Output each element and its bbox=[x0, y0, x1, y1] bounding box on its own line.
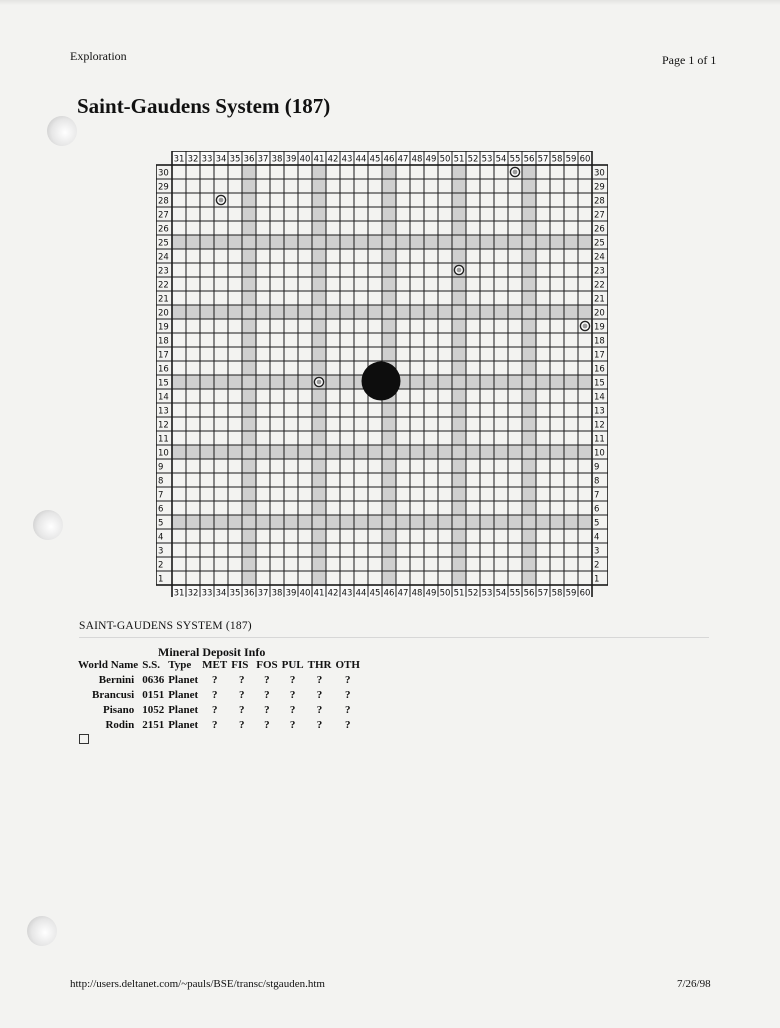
mineral-value: ? bbox=[211, 689, 218, 701]
row-label-right: 14 bbox=[594, 392, 605, 403]
column-label-bottom: 54 bbox=[495, 588, 507, 597]
column-label-top: 33 bbox=[201, 154, 213, 165]
world-type: Planet bbox=[168, 719, 199, 731]
table-row bbox=[76, 718, 362, 733]
column-label-top: 57 bbox=[537, 154, 549, 165]
col-header: World Name bbox=[78, 659, 139, 671]
row-label-right: 29 bbox=[594, 182, 605, 193]
row-label-left: 23 bbox=[158, 266, 169, 277]
row-label-left: 15 bbox=[158, 378, 169, 389]
column-label-bottom: 49 bbox=[425, 588, 437, 597]
mineral-value: ? bbox=[316, 719, 323, 731]
row-label-left: 21 bbox=[158, 294, 169, 305]
column-label-top: 36 bbox=[243, 154, 255, 165]
row-label-right: 21 bbox=[594, 294, 605, 305]
row-label-right: 27 bbox=[594, 210, 605, 221]
row-label-right: 16 bbox=[594, 364, 605, 375]
column-label-bottom: 48 bbox=[411, 588, 423, 597]
row-label-right: 19 bbox=[594, 322, 605, 333]
row-label-left: 25 bbox=[158, 238, 169, 249]
column-label-bottom: 51 bbox=[453, 588, 465, 597]
mineral-info-title: Mineral Deposit Info bbox=[158, 645, 266, 659]
world-name: Rodin bbox=[105, 719, 135, 731]
world-type: Planet bbox=[168, 689, 199, 701]
row-label-right: 10 bbox=[594, 448, 605, 459]
row-label-left: 5 bbox=[158, 518, 164, 529]
footer-date: 7/26/98 bbox=[677, 978, 711, 990]
world-marker-inner bbox=[457, 268, 462, 273]
column-label-bottom: 58 bbox=[551, 588, 563, 597]
column-label-bottom: 33 bbox=[201, 588, 213, 597]
sector-grid bbox=[156, 151, 608, 597]
row-label-left: 12 bbox=[158, 420, 169, 431]
mineral-value: ? bbox=[211, 674, 218, 686]
row-label-right: 20 bbox=[594, 308, 605, 319]
mineral-value: ? bbox=[344, 719, 351, 731]
column-label-top: 48 bbox=[411, 154, 423, 165]
col-header: OTH bbox=[335, 659, 360, 671]
mineral-value: ? bbox=[289, 719, 296, 731]
column-label-bottom: 35 bbox=[229, 588, 241, 597]
column-label-top: 59 bbox=[565, 154, 577, 165]
row-label-right: 23 bbox=[594, 266, 605, 277]
column-label-bottom: 42 bbox=[327, 588, 339, 597]
column-label-bottom: 32 bbox=[187, 588, 199, 597]
row-label-right: 15 bbox=[594, 378, 605, 389]
row-label-left: 17 bbox=[158, 350, 169, 361]
column-label-top: 51 bbox=[453, 154, 465, 165]
row-label-left: 27 bbox=[158, 210, 169, 221]
row-label-right: 8 bbox=[594, 476, 600, 487]
system-subtitle: SAINT-GAUDENS SYSTEM (187) bbox=[79, 620, 252, 632]
col-header: FIS bbox=[231, 659, 249, 671]
column-label-bottom: 43 bbox=[341, 588, 353, 597]
row-label-left: 24 bbox=[158, 252, 169, 263]
row-label-right: 22 bbox=[594, 280, 605, 291]
world-type: Planet bbox=[168, 704, 199, 716]
row-label-right: 24 bbox=[594, 252, 605, 263]
column-label-top: 46 bbox=[383, 154, 395, 165]
row-label-right: 7 bbox=[594, 490, 600, 501]
column-label-top: 38 bbox=[271, 154, 283, 165]
scan-edge bbox=[0, 0, 780, 5]
column-label-top: 49 bbox=[425, 154, 437, 165]
column-label-bottom: 37 bbox=[257, 588, 269, 597]
row-label-left: 18 bbox=[158, 336, 169, 347]
row-label-left: 30 bbox=[158, 168, 169, 179]
column-label-top: 47 bbox=[397, 154, 409, 165]
sector-map bbox=[156, 151, 608, 597]
row-label-left: 9 bbox=[158, 462, 164, 473]
row-label-right: 13 bbox=[594, 406, 605, 417]
column-label-top: 42 bbox=[327, 154, 339, 165]
mineral-value: ? bbox=[238, 719, 245, 731]
row-label-left: 10 bbox=[158, 448, 169, 459]
row-label-right: 4 bbox=[594, 532, 600, 543]
column-label-bottom: 55 bbox=[509, 588, 521, 597]
column-label-bottom: 31 bbox=[173, 588, 185, 597]
row-label-right: 28 bbox=[594, 196, 605, 207]
row-label-right: 30 bbox=[594, 168, 605, 179]
star-primary bbox=[362, 362, 401, 401]
mineral-value: ? bbox=[289, 704, 296, 716]
row-label-left: 22 bbox=[158, 280, 169, 291]
row-label-right: 6 bbox=[594, 504, 600, 515]
world-name: Brancusi bbox=[92, 689, 135, 701]
column-label-top: 39 bbox=[285, 154, 297, 165]
header-page-number: Page 1 of 1 bbox=[662, 53, 717, 67]
row-label-left: 16 bbox=[158, 364, 169, 375]
row-label-left: 1 bbox=[158, 574, 164, 585]
punch-hole-middle bbox=[33, 510, 63, 540]
table-row bbox=[76, 673, 362, 688]
row-label-left: 4 bbox=[158, 532, 164, 543]
row-label-left: 3 bbox=[158, 546, 164, 557]
column-label-top: 58 bbox=[551, 154, 563, 165]
row-label-right: 2 bbox=[594, 560, 600, 571]
page-title: Saint-Gaudens System (187) bbox=[77, 94, 331, 118]
mineral-value: ? bbox=[344, 674, 351, 686]
row-label-left: 29 bbox=[158, 182, 169, 193]
column-label-top: 54 bbox=[495, 154, 507, 165]
column-label-top: 60 bbox=[579, 154, 591, 165]
column-label-bottom: 41 bbox=[313, 588, 325, 597]
column-label-top: 41 bbox=[313, 154, 325, 165]
column-label-top: 31 bbox=[173, 154, 185, 165]
row-label-right: 1 bbox=[594, 574, 600, 585]
footer-url: http://users.deltanet.com/~pauls/BSE/transc/stgauden.htm bbox=[70, 978, 325, 990]
row-label-right: 18 bbox=[594, 336, 605, 347]
column-label-bottom: 38 bbox=[271, 588, 283, 597]
mineral-value: ? bbox=[264, 689, 270, 701]
col-header: MET bbox=[202, 659, 228, 671]
column-label-top: 44 bbox=[355, 154, 367, 165]
mineral-value: ? bbox=[238, 674, 245, 686]
mineral-value: ? bbox=[289, 674, 296, 686]
column-label-bottom: 39 bbox=[285, 588, 297, 597]
column-label-top: 35 bbox=[229, 154, 241, 165]
row-label-right: 17 bbox=[594, 350, 605, 361]
column-label-top: 56 bbox=[523, 154, 535, 165]
column-label-bottom: 56 bbox=[523, 588, 535, 597]
world-ss: 0151 bbox=[142, 689, 165, 701]
row-label-right: 26 bbox=[594, 224, 605, 235]
mineral-value: ? bbox=[289, 689, 296, 701]
row-label-right: 3 bbox=[594, 546, 600, 557]
world-name: Bernini bbox=[98, 674, 135, 686]
column-label-bottom: 57 bbox=[537, 588, 549, 597]
col-header: FOS bbox=[256, 659, 278, 671]
punch-hole-top bbox=[47, 116, 77, 146]
column-label-top: 40 bbox=[299, 154, 311, 165]
mineral-value: ? bbox=[316, 689, 323, 701]
row-label-left: 7 bbox=[158, 490, 164, 501]
row-label-left: 13 bbox=[158, 406, 169, 417]
world-ss: 1052 bbox=[142, 704, 165, 716]
column-label-top: 37 bbox=[257, 154, 269, 165]
mineral-value: ? bbox=[264, 704, 270, 716]
column-label-top: 43 bbox=[341, 154, 353, 165]
mineral-value: ? bbox=[211, 704, 218, 716]
row-label-left: 2 bbox=[158, 560, 164, 571]
row-label-right: 12 bbox=[594, 420, 605, 431]
column-label-bottom: 53 bbox=[481, 588, 493, 597]
mineral-value: ? bbox=[344, 704, 351, 716]
row-label-left: 11 bbox=[158, 434, 169, 445]
row-label-right: 9 bbox=[594, 462, 600, 473]
column-label-top: 55 bbox=[509, 154, 521, 165]
row-label-left: 26 bbox=[158, 224, 169, 235]
row-label-right: 25 bbox=[594, 238, 605, 249]
column-label-top: 53 bbox=[481, 154, 493, 165]
row-label-left: 19 bbox=[158, 322, 169, 333]
row-label-left: 28 bbox=[158, 196, 169, 207]
divider bbox=[79, 637, 709, 638]
table-row bbox=[76, 688, 362, 703]
world-ss: 2151 bbox=[142, 719, 165, 731]
mineral-value: ? bbox=[316, 704, 323, 716]
column-label-top: 34 bbox=[215, 154, 227, 165]
world-name: Pisano bbox=[103, 704, 135, 716]
column-label-bottom: 59 bbox=[565, 588, 577, 597]
mineral-table-header bbox=[76, 658, 362, 673]
col-header: PUL bbox=[281, 659, 304, 671]
mineral-value: ? bbox=[264, 674, 270, 686]
world-type: Planet bbox=[168, 674, 199, 686]
empty-checkbox bbox=[79, 734, 89, 744]
col-header: S.S. bbox=[142, 659, 160, 671]
table-row bbox=[76, 703, 362, 718]
row-label-left: 6 bbox=[158, 504, 164, 515]
mineral-value: ? bbox=[238, 704, 245, 716]
world-marker-inner bbox=[583, 324, 588, 329]
mineral-value: ? bbox=[264, 719, 270, 731]
column-label-bottom: 36 bbox=[243, 588, 255, 597]
col-header: Type bbox=[168, 659, 192, 671]
column-label-bottom: 34 bbox=[215, 588, 227, 597]
row-label-left: 8 bbox=[158, 476, 164, 487]
mineral-table bbox=[76, 658, 362, 733]
row-label-left: 14 bbox=[158, 392, 169, 403]
row-label-left: 20 bbox=[158, 308, 169, 319]
mineral-value: ? bbox=[238, 689, 245, 701]
mineral-value: ? bbox=[211, 719, 218, 731]
column-label-bottom: 45 bbox=[369, 588, 381, 597]
column-label-bottom: 46 bbox=[383, 588, 395, 597]
column-label-top: 52 bbox=[467, 154, 479, 165]
header-section: Exploration bbox=[70, 49, 127, 63]
column-label-bottom: 60 bbox=[579, 588, 591, 597]
mineral-value: ? bbox=[344, 689, 351, 701]
row-label-right: 11 bbox=[594, 434, 605, 445]
column-label-top: 50 bbox=[439, 154, 451, 165]
column-label-top: 32 bbox=[187, 154, 199, 165]
column-label-bottom: 44 bbox=[355, 588, 367, 597]
column-label-top: 45 bbox=[369, 154, 381, 165]
world-marker-inner bbox=[513, 170, 518, 175]
punch-hole-bottom bbox=[27, 916, 57, 946]
world-marker-inner bbox=[219, 198, 224, 203]
column-label-bottom: 52 bbox=[467, 588, 479, 597]
world-marker-inner bbox=[317, 380, 322, 385]
mineral-value: ? bbox=[316, 674, 323, 686]
row-label-right: 5 bbox=[594, 518, 600, 529]
column-label-bottom: 40 bbox=[299, 588, 311, 597]
column-label-bottom: 50 bbox=[439, 588, 451, 597]
world-ss: 0636 bbox=[142, 674, 165, 686]
col-header: THR bbox=[307, 659, 332, 671]
column-label-bottom: 47 bbox=[397, 588, 409, 597]
